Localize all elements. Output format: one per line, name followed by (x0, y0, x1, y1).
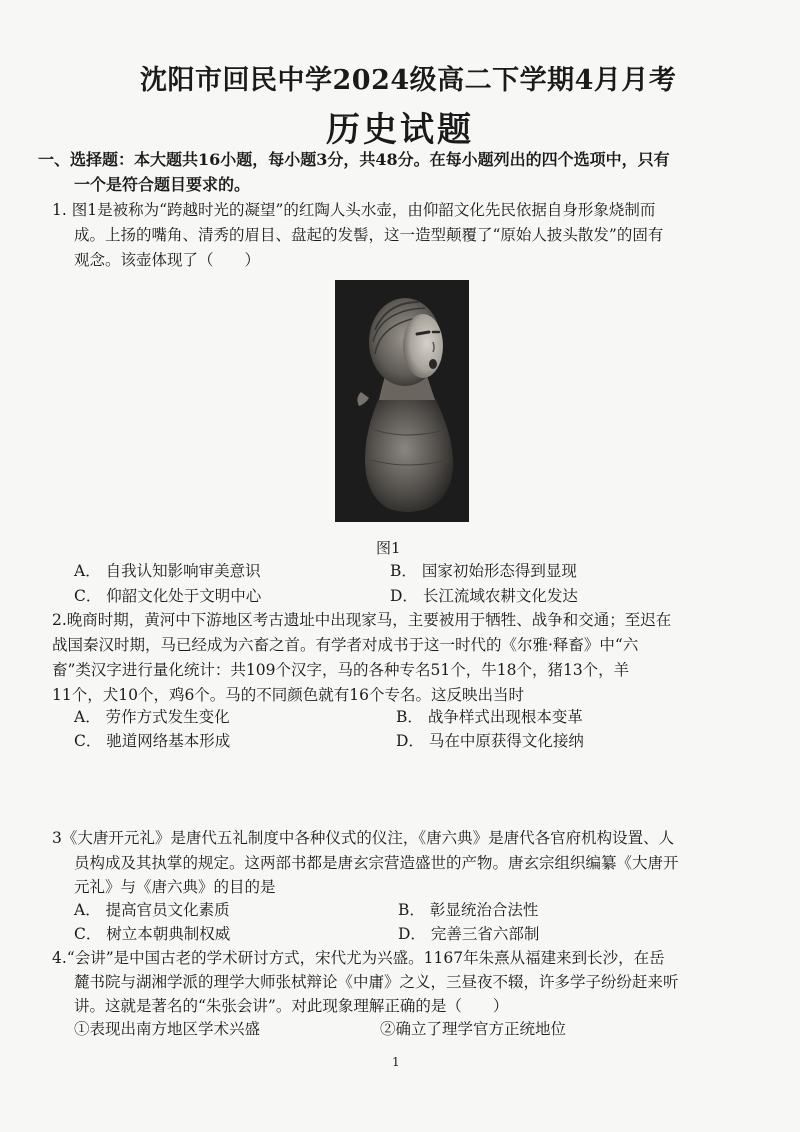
q1-option-b[interactable]: B． 国家初始形态得到显现 (390, 562, 577, 580)
q2-option-c[interactable]: C． 驰道网络基本形成 (74, 732, 231, 750)
q3-option-c[interactable]: C． 树立本朝典制权威 (74, 925, 231, 943)
q4-stem-line3: 讲。这就是著名的“朱张会讲”。对此现象理解正确的是（ ） (74, 997, 509, 1015)
q3-option-d[interactable]: D． 完善三省六部制 (398, 925, 540, 943)
q4-stem-line1: 4.“会讲”是中国古老的学术研讨方式，宋代尤为兴盛。1167年朱熹从福建来到长沙，在岳 (52, 949, 665, 967)
pottery-head-vase-icon (335, 280, 469, 522)
q4-statement-1[interactable]: ①表现出南方地区学术兴盛 (74, 1020, 261, 1038)
q3-stem-line2: 员构成及其执掌的规定。这两部书都是唐玄宗营造盛世的产物。唐玄宗组织编纂《大唐开 (74, 854, 679, 872)
q2-stem-line3: 畜”类汉字进行量化统计：共109个汉字，马的各种专名51个，牛18个，猪13个，羊 (52, 661, 630, 679)
q3-stem-line3: 元礼》与《唐六典》的目的是 (74, 878, 276, 896)
q1-stem-line2: 成。上扬的嘴角、清秀的眉目、盘起的发髻，这一造型颠覆了“原始人披头散发”的固有 (74, 226, 664, 244)
q2-option-a[interactable]: A． 劳作方式发生变化 (74, 708, 230, 726)
q2-stem-line2: 战国秦汉时期，马已经成为六畜之首。有学者对成书于这一时代的《尔雅·释畜》中“六 (52, 636, 639, 654)
q1-option-a[interactable]: A． 自我认知影响审美意识 (74, 562, 261, 580)
q2-stem-line1: 2.晚商时期，黄河中下游地区考古遗址中出现家马，主要被用于牺牲、战争和交通；至迟在 (52, 611, 672, 629)
q3-option-a[interactable]: A． 提高官员文化素质 (74, 901, 230, 919)
q2-option-d[interactable]: D． 马在中原获得文化接纳 (396, 732, 584, 750)
q3-stem-line1: 3《大唐开元礼》是唐代五礼制度中各种仪式的仪注，《唐六典》是唐代各官府机构设置、人 (52, 829, 675, 847)
q4-stem-line2: 麓书院与湖湘学派的理学大师张栻辩论《中庸》之义，三昼夜不辍，许多学子纷纷赶来听 (74, 973, 679, 991)
page-number: 1 (392, 1055, 400, 1069)
section-instructions-line2: 一个是符合题目要求的。 (74, 175, 251, 194)
q3-option-b[interactable]: B． 彰显统治合法性 (398, 901, 539, 919)
figure-caption: 图1 (376, 539, 401, 557)
q1-option-c[interactable]: C． 仰韶文化处于文明中心 (74, 587, 262, 605)
q4-statement-2[interactable]: ②确立了理学官方正统地位 (380, 1020, 567, 1038)
section-instructions-line1: 一、选择题：本大题共16小题，每小题3分，共48分。在每小题列出的四个选项中，只有 (38, 150, 670, 169)
q2-stem-line4: 11个，犬10个，鸡6个。马的不同颜色就有16个专名。这反映出当时 (52, 686, 525, 704)
pottery-figure-image (335, 280, 469, 522)
exam-subject-title: 历史试题 (326, 110, 474, 150)
q1-option-d[interactable]: D． 长江流域农耕文化发达 (390, 587, 578, 605)
q2-option-b[interactable]: B． 战争样式出现根本变革 (396, 708, 583, 726)
exam-title: 沈阳市回民中学2024级高二下学期4月月考 (140, 65, 677, 96)
q1-stem-line3: 观念。该壶体现了（ ） (74, 251, 261, 269)
q1-stem-line1: 1. 图1是被称为“跨越时光的凝望”的红陶人头水壶，由仰韶文化先民依据自身形象烧制而 (52, 201, 656, 219)
